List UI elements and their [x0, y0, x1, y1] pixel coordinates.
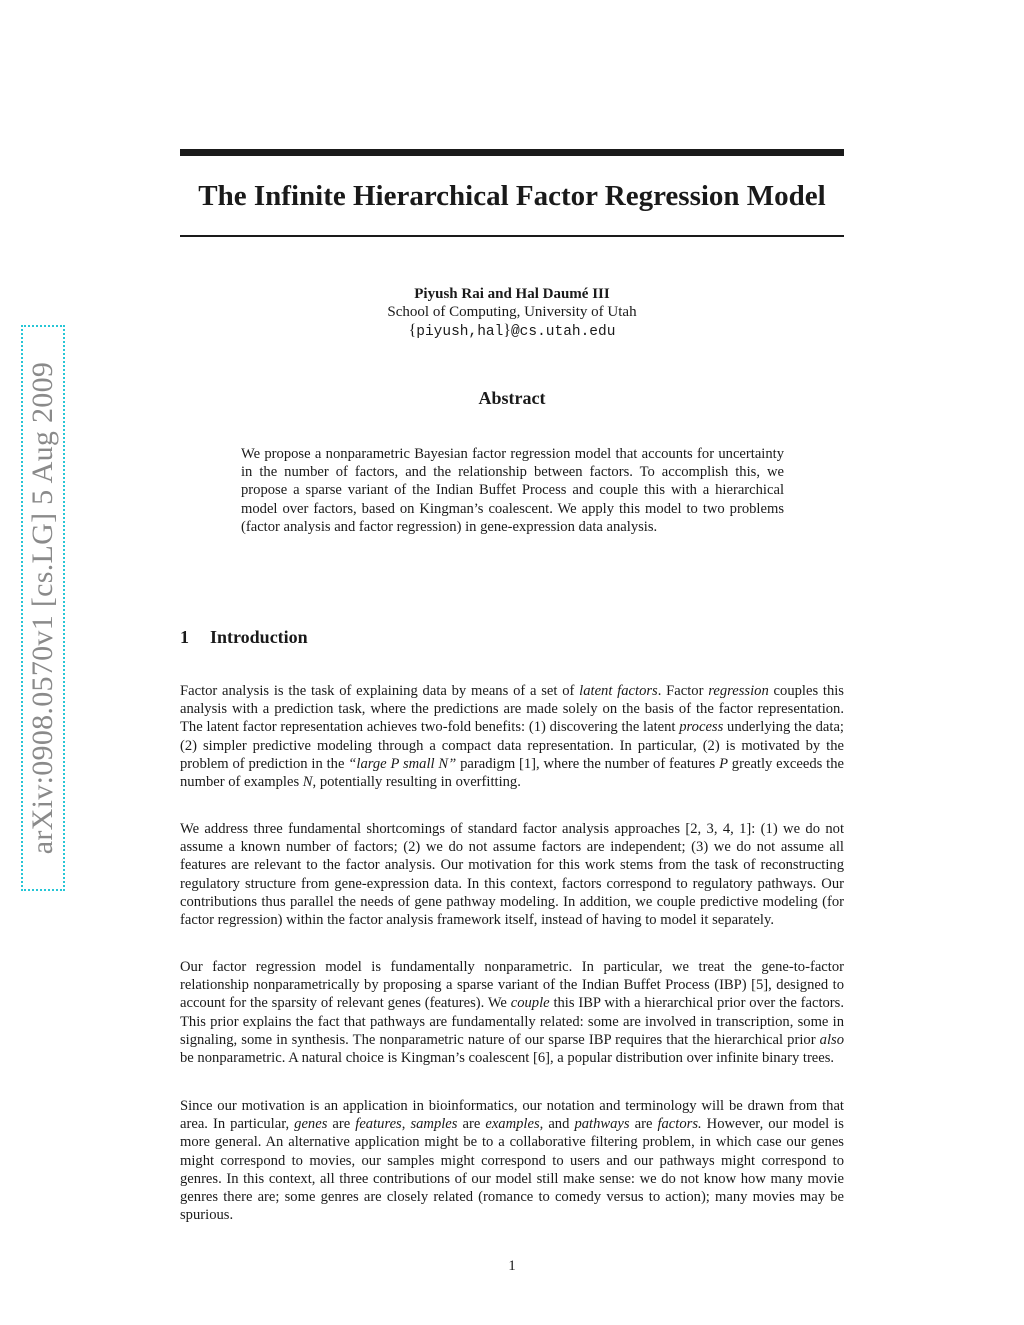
- section-heading-introduction: [180, 626, 308, 648]
- p4-emph-factors: factors.: [657, 1116, 702, 1133]
- abstract-text: We propose a nonparametric Bayesian factor regression model that accounts for uncertainty in the number of factors, and the relationship between factors. To accomplish this, we propose a sparse variant of the Indian Buffet Process and couple this with a hierarchical model over factors, based on Kingman’s coalescent. We apply this model to two problems (factor analysis and factor regression) in gene-expression data analysis.: [241, 446, 784, 535]
- section-number: 1: [180, 627, 189, 647]
- email-domain: @cs.utah.edu: [510, 324, 616, 340]
- p1-text-5: paradigm [1], where the number of features: [456, 755, 720, 772]
- p4-text-2: are: [327, 1116, 356, 1133]
- email-brace-open: {: [408, 322, 417, 339]
- p3-emph-couple: couple: [510, 995, 550, 1012]
- author-email: [180, 321, 844, 342]
- p1-math-p: P: [719, 755, 728, 772]
- p4-emph-features: features: [355, 1116, 402, 1133]
- email-names: piyush,hal: [416, 324, 504, 340]
- paper-title: The Infinite Hierarchical Factor Regression Model: [198, 180, 826, 212]
- email-brace-close: }: [503, 322, 511, 339]
- p4-text-1: Since our motivation is an application in bioinformatics, our notation and terminology will be drawn from that area. In particular,: [180, 1098, 844, 1133]
- p4-emph-pathways: pathways: [574, 1116, 630, 1133]
- p1-text-1: Factor analysis is the task of explaining data by means of a set of: [180, 683, 580, 699]
- p1-emph-latent-factors: latent factors: [579, 683, 658, 699]
- p4-emph-examples: examples: [485, 1116, 540, 1133]
- p1-emph-process: process: [679, 719, 724, 736]
- arxiv-identifier-stamp: arXiv:0908.0570v1 [cs.LG] 5 Aug 2009: [26, 361, 59, 855]
- page-number: 1: [508, 1258, 516, 1274]
- p1-emph-regression: regression: [708, 683, 769, 699]
- p3-text-2: this IBP with a hierarchical prior over the factors. This prior explains the fact that pathways are fundamentally related: some are involved in transcription, some in signaling, some in synthesis. The nonparametric nature of our sparse IBP requires that the hierarchical prior: [180, 995, 844, 1048]
- p4-text-3: ,: [401, 1116, 411, 1133]
- p4-text-4: are: [457, 1116, 486, 1133]
- p1-text-2: . Factor: [657, 683, 709, 699]
- p4-emph-samples: samples: [410, 1116, 458, 1133]
- title-bottom-rule: [180, 235, 844, 237]
- p3-text-1: Our factor regression model is fundamentally nonparametric. In particular, we treat the gene-to-factor relationship nonparametrically by proposing a sparse variant of the Indian Buffet Process (IBP) [5], designed to account for the sparsity of relevant genes (features). We: [180, 959, 844, 1012]
- intro-paragraph-1: [180, 682, 844, 791]
- p1-text-6: greatly exceeds the number of examples: [180, 755, 844, 791]
- intro-paragraph-3: [180, 958, 844, 1067]
- intro-paragraph-4: [180, 1097, 844, 1224]
- author-block: [180, 285, 844, 342]
- abstract-heading: Abstract: [478, 388, 546, 408]
- p1-emph-large-p-small-n: “large P small N”: [348, 755, 457, 772]
- p1-text-4: underlying the data; (2) simpler predictive modeling through a compact data representation. In particular, (2) is motivated by the problem of prediction in the: [180, 719, 844, 772]
- p3-text-3: be nonparametric. A natural choice is Kingman’s coalescent [6], a popular distribution over infinite binary trees.: [180, 1050, 835, 1067]
- section-title: Introduction: [210, 627, 308, 647]
- p4-text-7: However, our model is more general. An alternative application might be to a collaborative filtering problem, in which case our genes might correspond to movies, our samples might correspond to users and our pathways might correspond to genres. In this context, all three contributions of our model still make sense: we do not know how many movie genres there are; some genres are closely related (romance to comedy versus to action); many movies may be spurious.: [180, 1116, 844, 1224]
- title-top-rule: [180, 149, 844, 156]
- p1-text-7: , potentially resulting in overfitting.: [312, 774, 521, 791]
- p1-text-3: couples this analysis with a prediction task, where the predictions are made solely on the basis of the factor representation. The latent factor representation achieves two-fold benefits: (1) discovering the latent: [180, 683, 844, 736]
- p1-math-n: N: [302, 774, 313, 791]
- author-names: Piyush Rai and Hal Daumé III: [414, 286, 610, 302]
- intro-paragraph-2: We address three fundamental shortcomings of standard factor analysis approaches [2, 3, 4, 1]: (1) we do not assume a known number of factors; (2) we do not assume factors are independent; (3) we do not assume all features are relevant to the factor analysis. Our motivation for this work stems from the task of reconstructing regulatory structure from gene-expression data. In this context, factors correspond to regulatory pathways. Our contributions thus parallel the needs of gene pathway modeling. In addition, we couple predictive modeling (for factor regression) within the factor analysis framework itself, instead of having to model it separately.: [180, 821, 844, 929]
- author-affiliation: School of Computing, University of Utah: [387, 304, 637, 320]
- p3-emph-also: also: [819, 1031, 844, 1048]
- p4-emph-genes: genes: [294, 1116, 328, 1133]
- p4-text-5: , and: [539, 1116, 575, 1133]
- p4-text-6: are: [629, 1116, 658, 1133]
